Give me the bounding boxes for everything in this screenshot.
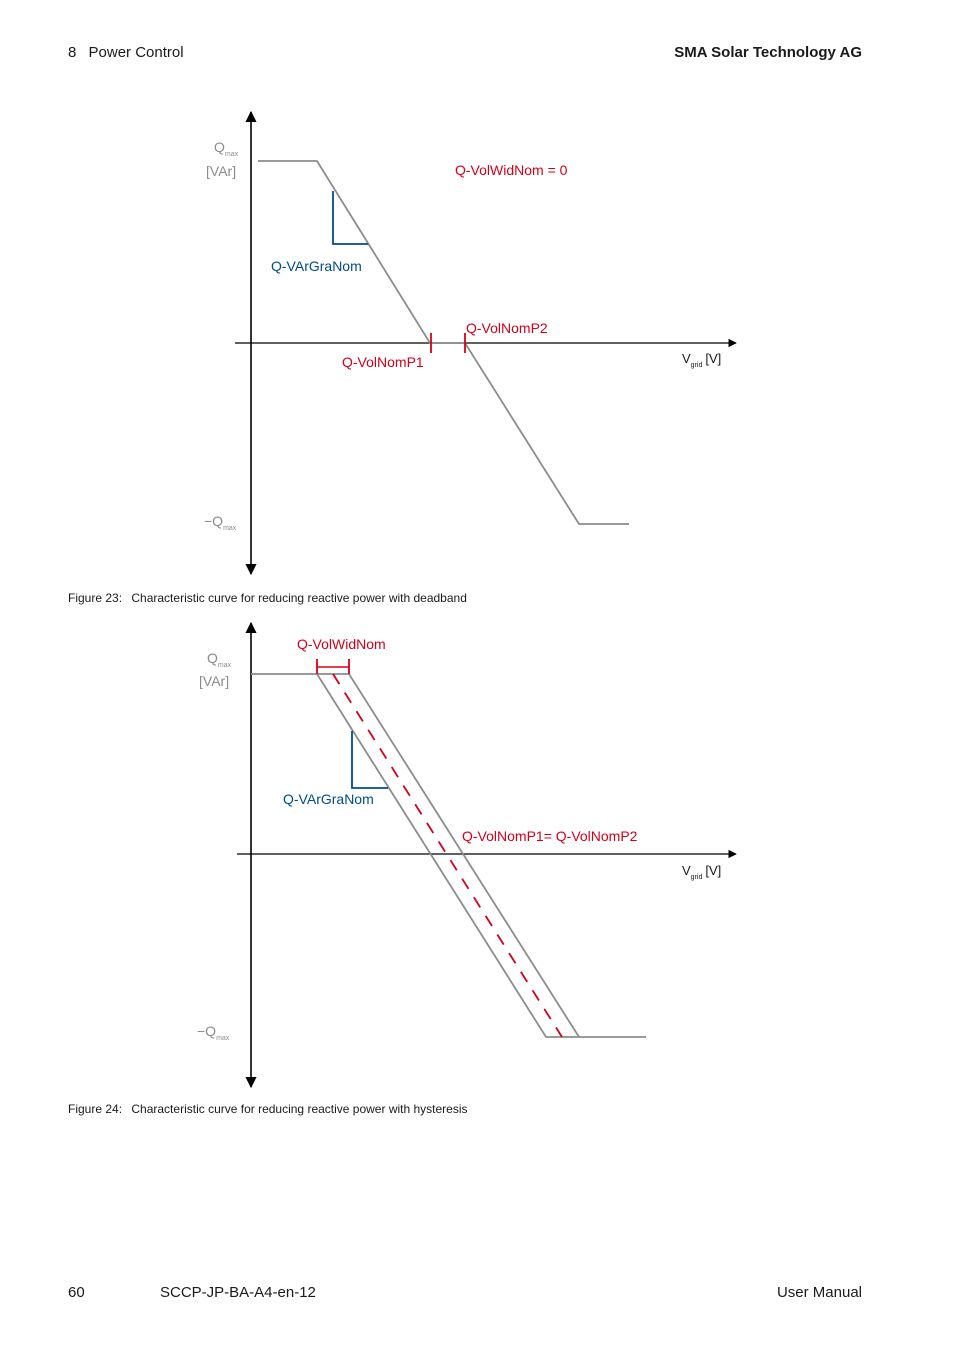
p2-annotation: Q-VolNomP2 [466, 320, 548, 336]
page-number: 60 [68, 1284, 85, 1301]
center-dashed-line [333, 674, 562, 1037]
running-header-chapter [68, 44, 184, 61]
y-max-label: $Q_{max}$ [214, 139, 239, 158]
figure-24-diagram [0, 615, 954, 1095]
curve-right-branch [317, 674, 579, 1037]
p1p2-annotation: Q-VolNomP1= Q-VolNomP2 [462, 828, 638, 844]
width-annotation: Q-VolWidNom = 0 [455, 162, 568, 178]
figure-23-number: Figure 23: [68, 591, 123, 605]
company-name: SMA Solar Technology AG [674, 44, 862, 61]
x-axis-label: $V_{grid}$ [V] [682, 863, 722, 881]
y-max-label: $Q_{max}$ [207, 650, 232, 669]
gradient-annotation: Q-VArGraNom [271, 258, 362, 274]
y-min-label: $-Q_{max}$ [204, 513, 237, 532]
y-min-label: $-Q_{max}$ [197, 1023, 230, 1042]
curve-left-branch [251, 674, 646, 1037]
y-unit-label: [VAr] [206, 163, 237, 179]
figure-23-text: Characteristic curve for reducing reactive power with deadband [131, 591, 467, 605]
gradient-annotation: Q-VArGraNom [283, 791, 374, 807]
width-annotation: Q-VolWidNom [297, 636, 386, 652]
figure-24-caption [68, 1102, 468, 1116]
figure-23-caption [68, 591, 467, 605]
figure-24-number: Figure 24: [68, 1102, 123, 1116]
document-id: SCCP-JP-BA-A4-en-12 [160, 1284, 316, 1301]
chapter-title: Power Control [88, 44, 184, 61]
p1-annotation: Q-VolNomP1 [342, 354, 424, 370]
manual-type: User Manual [776, 1284, 862, 1301]
figure-24-text: Characteristic curve for reducing reactive power with hysteresis [131, 1102, 468, 1116]
chapter-number: 8 [68, 44, 77, 61]
y-unit-label: [VAr] [199, 673, 230, 689]
x-axis-label: $V_{grid}$ [V] [682, 351, 722, 369]
figure-23-diagram [0, 100, 954, 580]
